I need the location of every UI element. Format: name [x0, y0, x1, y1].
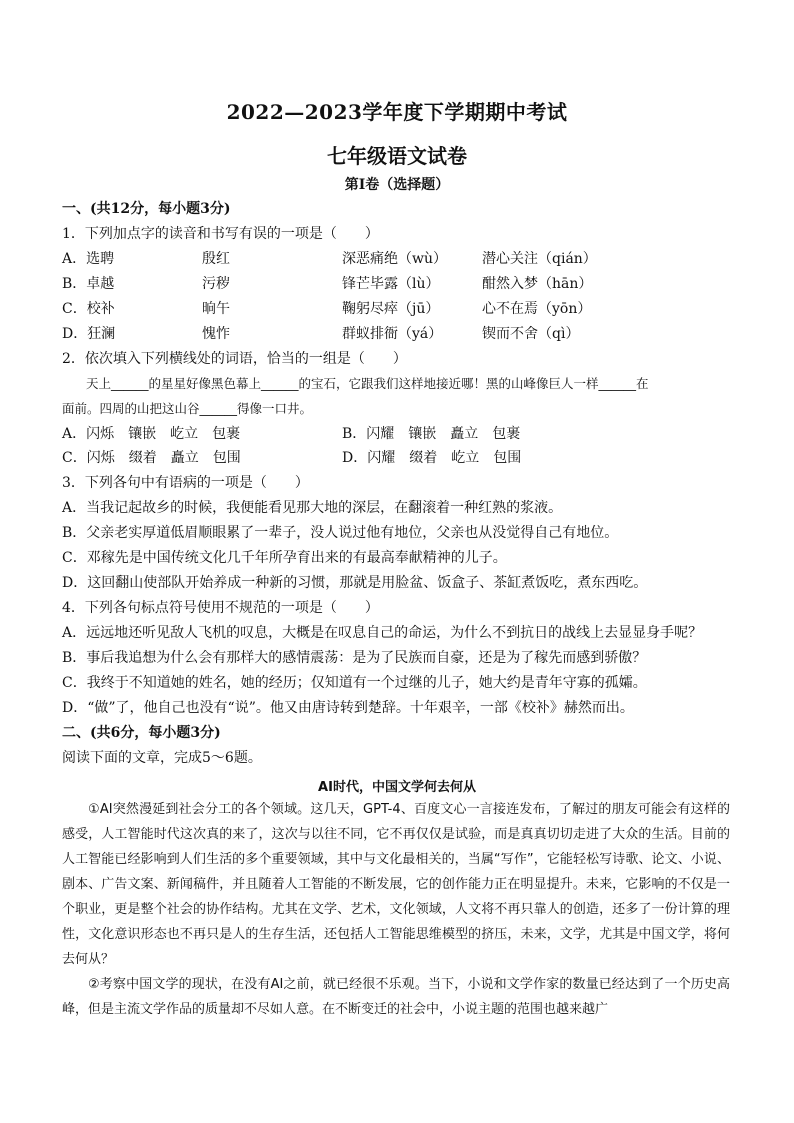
q2-stem: 2．依次填入下列横线处的词语，恰当的一组是（ ）: [62, 351, 407, 367]
q4-option-c: C．我终于不知道她的姓名，她的经历；仅知道有一个过继的儿子，她大约是青年守寡的孤孀。: [62, 675, 647, 691]
q2-option-b: B．闪耀 镶嵌 矗立 包裹: [342, 426, 521, 442]
q3-stem: 3．下列各句中有语病的一项是（ ）: [62, 475, 309, 491]
q4-stem: 4．下列各句标点符号使用不规范的一项是（ ）: [62, 600, 379, 616]
q1-d-1: D．狂澜: [62, 326, 116, 342]
q2-passage: [62, 371, 732, 421]
section2-heading: 二、(共6分，每小题3分): [62, 725, 221, 741]
q1-a-1: A．选聘: [62, 251, 115, 267]
q1-d-4: 锲而不舍（qì）: [482, 326, 580, 342]
q1-a-4: 潜心关注（qián）: [482, 251, 597, 267]
q3-option-d: D．这回翻山使部队开始养成一种新的习惯，那就是用脸盆、饭盒子、茶缸煮饭吃，煮东西吃。: [62, 575, 648, 591]
q2-option-a: A．闪烁 镶嵌 屹立 包裹: [62, 426, 241, 442]
q1-b-2: 污秽: [202, 276, 230, 292]
section2-instruction: 阅读下面的文章，完成5～6题。: [62, 750, 262, 766]
q1-c-2: 晌午: [202, 301, 230, 317]
passage-title: AI时代，中国文学何去何从: [318, 780, 476, 795]
q1-b-1: B．卓越: [62, 276, 115, 292]
q1-b-3: 锋芒毕露（lù）: [342, 276, 440, 292]
volume-label: 第Ⅰ卷（选择题）: [344, 177, 450, 193]
q2-passage-line1: 天上______的星星好像黑色幕上______的宝石，它跟我们这样地接近哪！黑的山峰像巨人一样______在: [86, 376, 649, 391]
q2-option-c: C．闪烁 缀着 矗立 包围: [62, 450, 241, 466]
section1-heading: 一、(共12分，每小题3分): [62, 201, 231, 217]
q3-option-c: C．邓稼先是中国传统文化几千年所孕育出来的有最高奉献精神的儿子。: [62, 550, 507, 566]
q1-d-3: 群蚁排衙（yá）: [342, 326, 443, 342]
q1-c-4: 心不在焉（yōn）: [482, 301, 592, 317]
q1-c-3: 鞠躬尽瘁（jū）: [342, 301, 440, 317]
q3-option-a: A．当我记起故乡的时候，我便能看见那大地的深层，在翻滚着一种红熟的浆液。: [62, 500, 563, 516]
exam-subtitle: 七年级语文试卷: [327, 144, 467, 168]
passage-para-2: ②考察中国文学的现状，在没有AI之前，就已经很不乐观。当下，小说和文学作家的数量已经达到了一个历史高峰，但是主流文学作品的质量却不尽如人意。在不断变迁的社会中，小说主题的范围也越来越广: [62, 977, 730, 1017]
q4-option-d: D．“做”了，他自己也没有“说”。他又由唐诗转到楚辞。十年艰辛，一部《校补》赫然而出。: [62, 700, 634, 716]
passage-body: [62, 797, 730, 1022]
q1-a-3: 深恶痛绝（wù）: [342, 251, 447, 267]
q2-passage-line2: 面前。四周的山把这山谷______得像一口井。: [62, 401, 313, 416]
q1-a-2: 殷红: [202, 251, 230, 267]
q3-option-b: B．父亲老实厚道低眉顺眼累了一辈子，没人说过他有地位，父亲也从没觉得自己有地位。: [62, 525, 619, 541]
passage-para-1: ①AI突然漫延到社会分工的各个领域。这几天，GPT-4、百度文心一言接连发布，了解过的朋友可能会有这样的感受，人工智能时代这次真的来了，这次与以往不同，它不再仅仅是试验，而是真真切切走进了大众的生活。目前的人工智能已经影响到人们生活的多个重要领域，其中与文化最相关的，当属“写作”，它能轻松写诗歌、论文、小说、剧本、广告文案、新闻稿件，并且随着人工智能的不断发展，它的创作能力正在明显提升。未来，它影响的不仅是一个职业，更是整个社会的协作结构。尤其在文学、艺术，文化领域，人文将不再只靠人的创造，还多了一份计算的理性，文化意识形态也不再只是人的生存生活，还包括人工智能思维模型的挤压，未来，文学，尤其是中国文学，将何去何从？: [62, 802, 730, 967]
q1-d-2: 愧怍: [202, 326, 230, 342]
q1-stem: 1．下列加点字的读音和书写有误的一项是（ ）: [62, 226, 379, 242]
exam-title: 2022—2023学年度下学期期中考试: [226, 100, 568, 124]
q1-b-4: 酣然入梦（hān）: [482, 276, 593, 292]
q4-option-a: A．远远地还听见敌人飞机的叹息，大概是在叹息自己的命运，为什么不到抗日的战线上去显显身手呢？: [62, 625, 703, 641]
q2-option-d: D．闪耀 缀着 屹立 包围: [342, 450, 522, 466]
q4-option-b: B．事后我追想为什么会有那样大的感情震荡：是为了民族而自豪，还是为了稼先而感到骄傲？: [62, 650, 647, 666]
q1-c-1: C．校补: [62, 301, 115, 317]
